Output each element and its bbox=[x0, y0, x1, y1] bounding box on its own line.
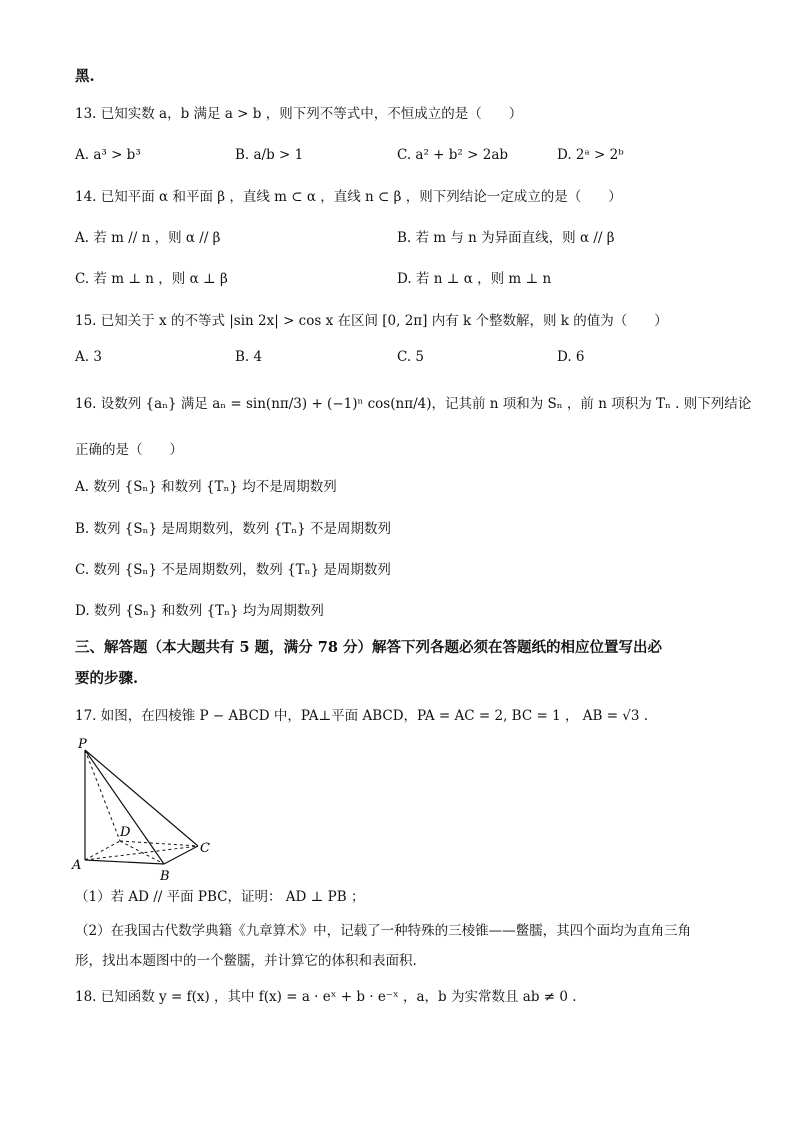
label-d: D bbox=[120, 825, 131, 840]
label-b: B bbox=[160, 869, 170, 884]
section-heading-line2: 要的步骤. bbox=[75, 670, 139, 687]
pyramid-figure bbox=[70, 734, 230, 884]
q14-option-d: D. 若 n ⊥ α ，则 m ⊥ n bbox=[397, 271, 552, 287]
section-heading-line1: 三、解答题（本大题共有 5 题，满分 78 分）解答下列各题必须在答题纸的相应位置写出必 bbox=[75, 639, 662, 656]
q13-option-b: B. a/b > 1 bbox=[235, 147, 304, 163]
q14-option-b: B. 若 m 与 n 为异面直线，则 α // β bbox=[397, 230, 615, 246]
edge-db bbox=[120, 841, 164, 864]
q15-option-b: B. 4 bbox=[235, 349, 263, 365]
q18-stem: 18. 已知函数 y = f(x) ，其中 f(x) = a · eˣ + b · e⁻ˣ ，a，b 为实常数且 ab ≠ 0 . bbox=[75, 989, 577, 1005]
q15-option-a: A. 3 bbox=[75, 349, 102, 365]
q15-stem: 15. 已知关于 x 的不等式 |sin 2x| > cos x 在区间 [0, 2π] 内有 k 个整数解，则 k 的值为（ ） bbox=[75, 313, 668, 329]
q15-option-d: D. 6 bbox=[557, 349, 585, 365]
edge-pd bbox=[85, 750, 120, 841]
q14-option-a: A. 若 m // n ，则 α // β bbox=[75, 230, 221, 246]
q13-option-d: D. 2ᵃ > 2ᵇ bbox=[557, 147, 624, 163]
label-p: P bbox=[78, 737, 87, 752]
q16-stem-line1: 16. 设数列 {aₙ} 满足 aₙ = sin(nπ/3) + (−1)ⁿ cos(nπ/4)，记其前 n 项和为 Sₙ ，前 n 项积为 Tₙ . 则下列结论 bbox=[75, 396, 752, 412]
q17-part2-line1: （2）在我国古代数学典籍《九章算术》中，记载了一种特殊的三棱锥——鳖臑，其四个面均为直角三角 bbox=[75, 923, 692, 939]
edge-bc bbox=[164, 846, 198, 864]
top-fragment: 黑. bbox=[75, 68, 95, 85]
q16-option-b: B. 数列 {Sₙ} 是周期数列，数列 {Tₙ} 不是周期数列 bbox=[75, 521, 391, 537]
edge-dc bbox=[120, 841, 198, 846]
label-c: C bbox=[200, 841, 210, 856]
q17-stem: 17. 如图，在四棱锥 P − ABCD 中，PA⊥平面 ABCD，PA = AC = 2, BC = 1 ， AB = √3 . bbox=[75, 708, 649, 724]
edge-ad bbox=[85, 841, 120, 860]
q17-part1: （1）若 AD // 平面 PBC，证明： AD ⊥ PB ； bbox=[75, 889, 365, 905]
q14-stem: 14. 已知平面 α 和平面 β ，直线 m ⊂ α ，直线 n ⊂ β ，则下列结论一定成立的是（ ） bbox=[75, 189, 622, 205]
q13-stem: 13. 已知实数 a，b 满足 a > b ，则下列不等式中，不恒成立的是（ ） bbox=[75, 106, 523, 122]
q16-stem-line2: 正确的是（ ） bbox=[75, 442, 183, 458]
label-a: A bbox=[72, 858, 82, 873]
q15-option-c: C. 5 bbox=[397, 349, 425, 365]
edge-ac bbox=[85, 846, 198, 860]
q16-option-a: A. 数列 {Sₙ} 和数列 {Tₙ} 均不是周期数列 bbox=[75, 479, 337, 495]
q13-option-c: C. a² + b² > 2ab bbox=[397, 147, 509, 163]
q16-option-c: C. 数列 {Sₙ} 不是周期数列，数列 {Tₙ} 是周期数列 bbox=[75, 562, 391, 578]
q14-option-c: C. 若 m ⊥ n ，则 α ⊥ β bbox=[75, 271, 228, 287]
q13-option-a: A. a³ > b³ bbox=[75, 147, 141, 163]
edge-ab bbox=[85, 860, 164, 864]
q16-option-d: D. 数列 {Sₙ} 和数列 {Tₙ} 均为周期数列 bbox=[75, 603, 324, 619]
q17-part2-line2: 形，找出本题图中的一个鳖臑，并计算它的体积和表面积. bbox=[75, 953, 417, 969]
